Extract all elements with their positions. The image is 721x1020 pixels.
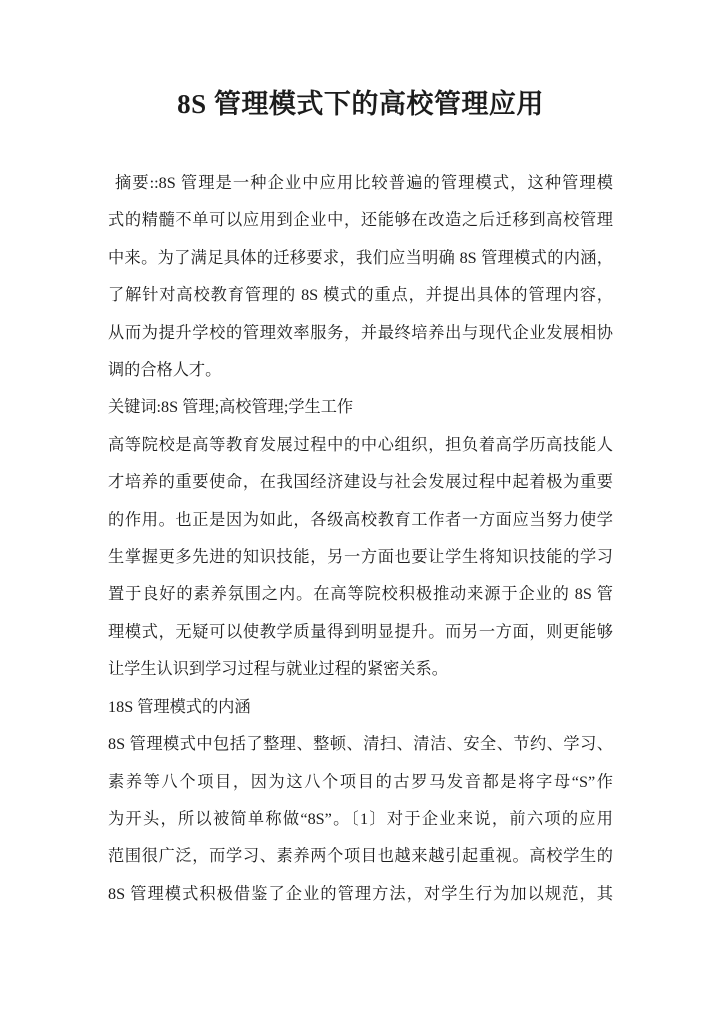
section-paragraph-line-3: 为开头，所以被简单称做“8S”。〔1〕对于企业来说，前六项的应用 bbox=[108, 809, 613, 828]
abstract-paragraph-line-5: 从而为提升学校的管理效率服务，并最终培养出与现代企业发展相协 bbox=[108, 323, 613, 342]
section-paragraph-line-4: 范围很广泛，而学习、素养两个项目也越来越引起重视。高校学生的 bbox=[108, 847, 613, 866]
intro-paragraph-line-2: 才培养的重要使命，在我国经济建设与社会发展过程中起着极为重要 bbox=[108, 473, 613, 492]
section-paragraph-line-2: 素养等八个项目，因为这八个项目的古罗马发音都是将字母“S”作 bbox=[108, 772, 613, 791]
intro-paragraph-line-6: 理模式，无疑可以使教学质量得到明显提升。而另一方面，则更能够 bbox=[108, 622, 613, 641]
section-paragraph-line-5: 8S 管理模式积极借鉴了企业的管理方法，对学生行为加以规范，其 bbox=[108, 884, 613, 903]
intro-paragraph-line-3: 的作用。也正是因为如此，各级高校教育工作者一方面应当努力使学 bbox=[108, 510, 613, 529]
section-paragraph-line-1: 8S 管理模式中包括了整理、整顿、清扫、清洁、安全、节约、学习、 bbox=[108, 735, 613, 754]
abstract-paragraph-line-6: 调的合格人才。 bbox=[108, 361, 222, 380]
document-title: 8S 管理模式下的高校管理应用 bbox=[177, 89, 544, 119]
section-heading-line-1: 18S 管理模式的内涵 bbox=[108, 697, 251, 716]
intro-paragraph-line-1: 高等院校是高等教育发展过程中的中心组织，担负着高学历高技能人 bbox=[108, 435, 613, 454]
intro-paragraph-line-7: 让学生认识到学习过程与就业过程的紧密关系。 bbox=[108, 660, 448, 679]
intro-paragraph-line-4: 生掌握更多先进的知识技能，另一方面也要让学生将知识技能的学习 bbox=[108, 548, 613, 567]
abstract-paragraph-line-3: 中来。为了满足具体的迁移要求，我们应当明确 8S 管理模式的内涵， bbox=[108, 248, 613, 267]
abstract-paragraph-line-4: 了解针对高校教育管理的 8S 模式的重点，并提出具体的管理内容， bbox=[108, 286, 613, 305]
abstract-paragraph-line-1: 摘要::8S 管理是一种企业中应用比较普遍的管理模式，这种管理模 bbox=[115, 174, 613, 192]
intro-paragraph-line-5: 置于良好的素养氛围之内。在高等院校积极推动来源于企业的 8S 管 bbox=[108, 585, 613, 604]
document-body bbox=[0, 165, 721, 913]
keywords-line-line-1: 关键词:8S 管理;高校管理;学生工作 bbox=[108, 398, 354, 417]
abstract-paragraph-line-2: 式的精髓不单可以应用到企业中，还能够在改造之后迁移到高校管理 bbox=[108, 211, 613, 230]
